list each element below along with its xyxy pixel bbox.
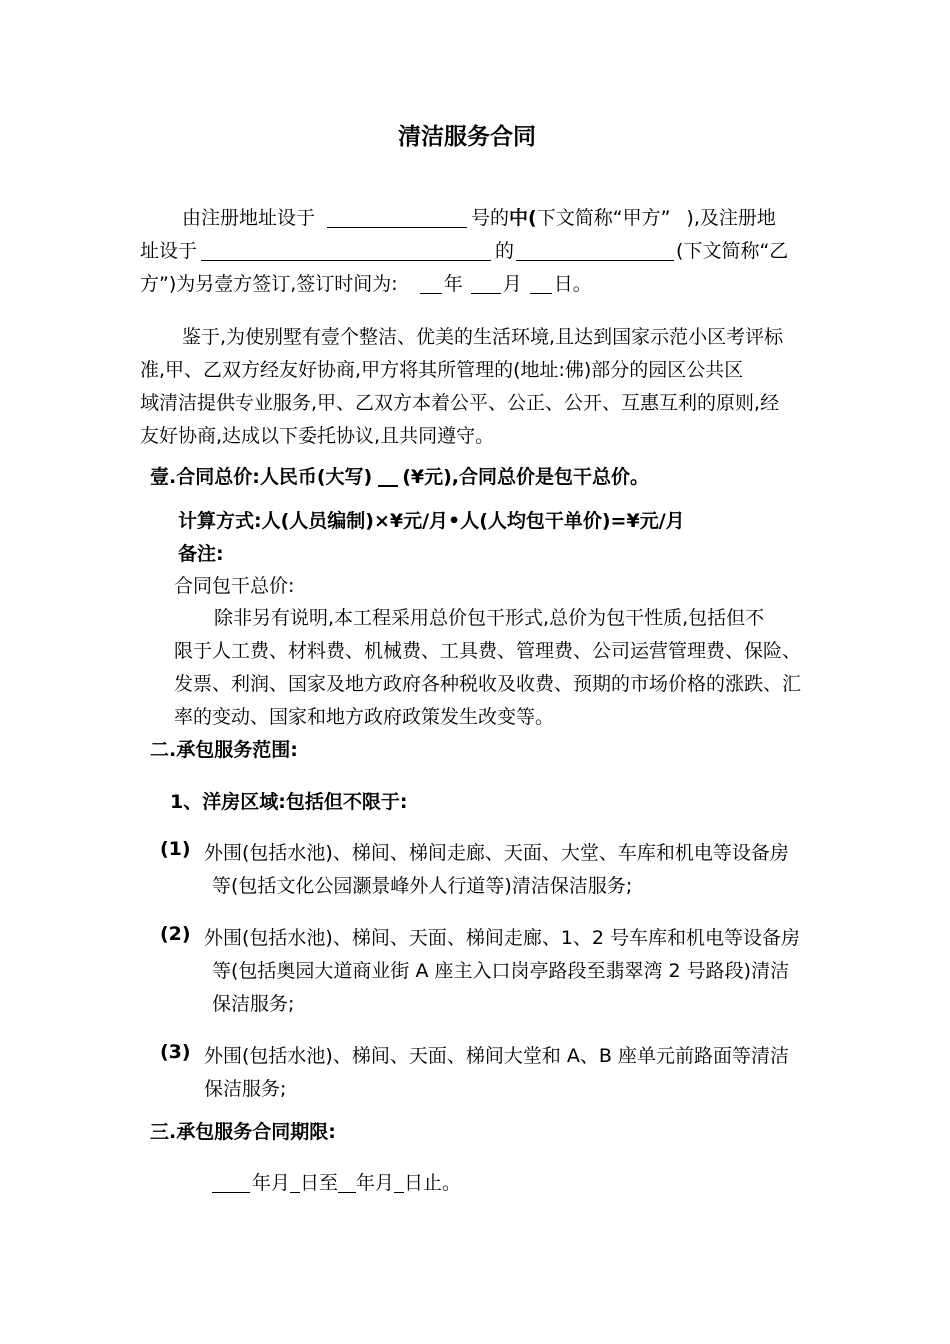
preamble-line-2 (140, 236, 788, 263)
lump-sum-line: 除非另有说明,本工程采用总价包干形式,总价为包干性质,包括但不 (214, 607, 765, 629)
preamble-text: 年 (443, 273, 463, 295)
item-line: 外围(包括水池)、梯间、天面、梯间大堂和 A、B 座单元前路面等清洁 (204, 1045, 789, 1067)
lump-sum-line: 限于人工费、材料费、机械费、工具费、管理费、公司运营管理费、保险、 (174, 640, 802, 662)
preamble-bold-text: 中 (509, 207, 529, 229)
item-number: (1) (160, 838, 191, 860)
lump-sum-line: 发票、利润、国家及地方政府各种税收及收费、预期的市场价格的涨跌、汇 (174, 673, 802, 695)
blank-field[interactable] (471, 273, 501, 294)
subsection-1-heading: 1、洋房区域:包括但不限于: (170, 791, 408, 813)
term-text: 年月 (252, 1172, 291, 1194)
document-title: 清洁服务合同 (398, 124, 536, 150)
term-text: 日止。 (404, 1172, 462, 1194)
lump-sum-line: 率的变动、国家和地方政府政策发生改变等。 (174, 706, 555, 728)
item-number: (2) (160, 923, 191, 945)
note-label: 备注: (178, 543, 224, 565)
item-line: 外围(包括水池)、梯间、天面、梯间走廊、1、2 号车库和机电等设备房 (204, 927, 801, 949)
calc-method: 计算方式:人(人员编制)×¥元/月•人(人均包干单价)=¥元/月 (178, 510, 685, 532)
item-line: 等(包括奥园大道商业街 A 座主入口岗亭路段至翡翠湾 2 号路段)清洁 (212, 960, 790, 982)
section-3-heading: 三.承包服务合同期限: (150, 1121, 336, 1143)
whereas-line: 友好协商,达成以下委托协议,且共同遵守。 (140, 425, 495, 447)
term-text: 年月 (356, 1172, 395, 1194)
blank-field[interactable] (338, 1172, 356, 1193)
preamble-text: 月 (502, 273, 522, 295)
blank-field[interactable] (201, 240, 491, 261)
preamble-bold-text: ( (528, 207, 537, 229)
whereas-line: 鉴于,为使别墅有壹个整洁、优美的生活环境,且达到国家示范小区考评标 (182, 326, 784, 348)
preamble-text: 方”)为另壹方签订,签订时间为: (140, 273, 398, 295)
blank-field[interactable] (378, 465, 398, 487)
heading-text: (¥元),合同总价是包干总价。 (402, 466, 649, 488)
blank-field[interactable] (290, 1172, 300, 1193)
preamble-text: 由注册地址设于 (182, 207, 316, 229)
item-number: (3) (160, 1041, 191, 1063)
preamble-text: 日。 (553, 273, 592, 295)
item-line: 外围(包括水池)、梯间、梯间走廊、天面、大堂、车库和机电等设备房 (204, 842, 789, 864)
blank-field[interactable] (530, 273, 552, 294)
term-text: 日至 (300, 1172, 339, 1194)
item-line: 等(包括文化公园灏景峰外人行道等)清洁保洁服务; (212, 875, 633, 897)
whereas-line: 域清洁提供专业服务,甲、乙双方本着公平、公正、公开、互惠互利的原则,经 (140, 392, 780, 414)
preamble-line-1 (182, 203, 776, 230)
preamble-line-3 (140, 269, 592, 296)
lump-sum-label: 合同包干总价: (174, 575, 295, 597)
preamble-text: 号的 (471, 207, 510, 229)
term-line (212, 1168, 461, 1195)
heading-text: 壹.合同总价:人民币(大写) (150, 466, 373, 488)
preamble-text: (下文简称“乙 (676, 240, 789, 262)
blank-field[interactable] (394, 1172, 404, 1193)
blank-field[interactable] (420, 273, 442, 294)
preamble-text: ),及注册地 (686, 207, 776, 229)
preamble-text: 的 (495, 240, 515, 262)
section-1-heading (150, 462, 649, 489)
item-line: 保洁服务; (212, 993, 295, 1015)
blank-field[interactable] (516, 240, 674, 261)
preamble-text: 下文简称“甲方” (536, 207, 671, 229)
whereas-line: 准,甲、乙双方经友好协商,甲方将其所管理的(地址:佛)部分的园区公共区 (140, 359, 744, 381)
section-2-heading: 二.承包服务范围: (150, 739, 298, 761)
blank-field[interactable] (327, 207, 467, 228)
item-line: 保洁服务; (204, 1078, 287, 1100)
preamble-text: 址设于 (140, 240, 198, 262)
blank-field[interactable] (212, 1172, 250, 1193)
